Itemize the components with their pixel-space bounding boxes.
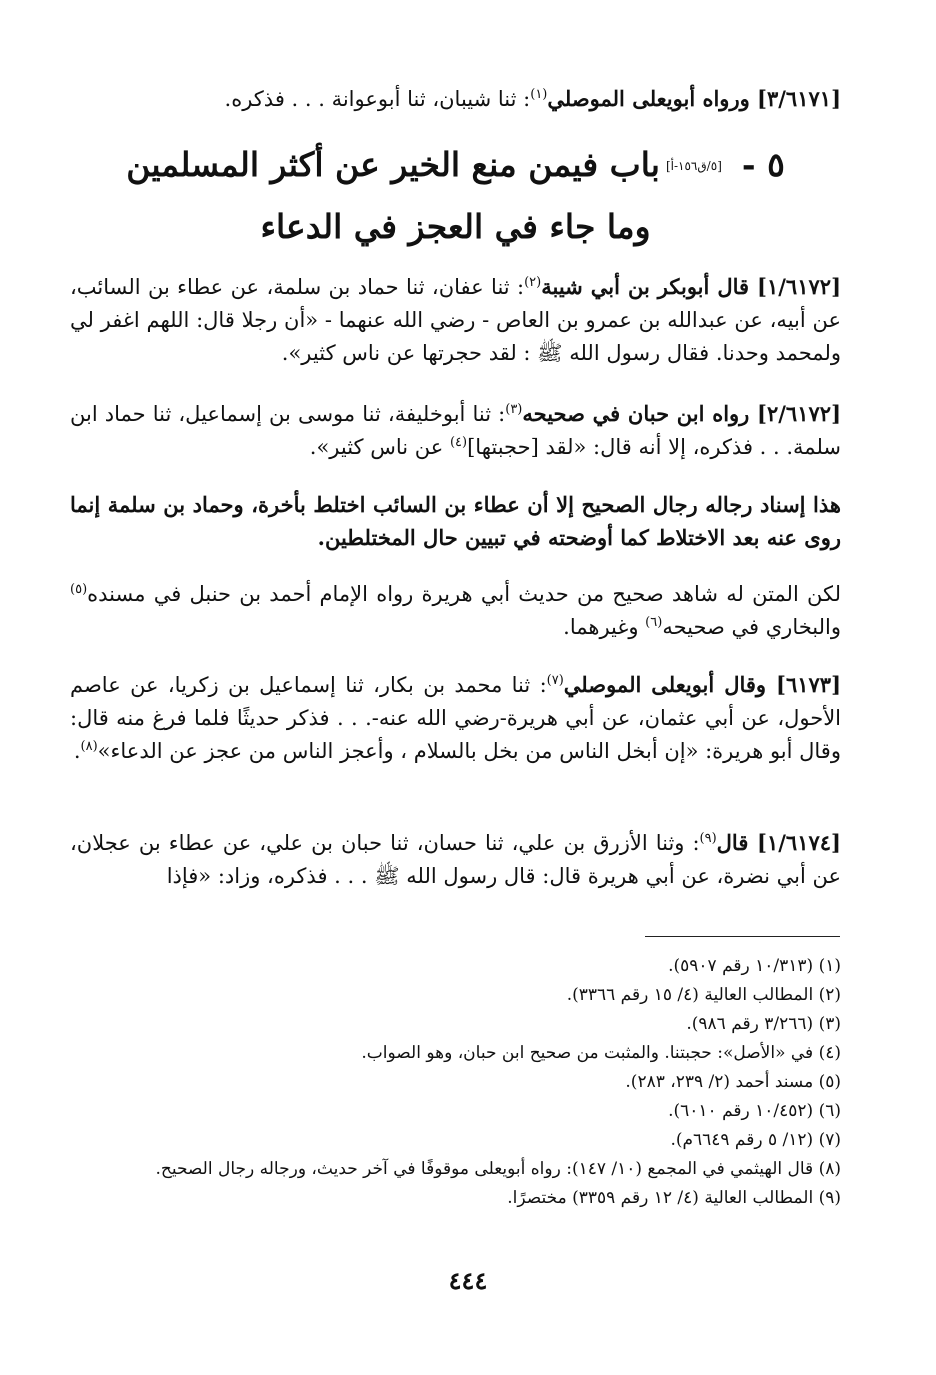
footnote-item: (١) (١٠/٣١٣ رقم ٥٩٠٧).: [668, 956, 841, 976]
page-number: ٤٤٤: [448, 1266, 488, 1295]
entry-text-end: .: [73, 739, 81, 763]
chapter-heading: [70, 142, 841, 189]
entry-lead: [١/٦١٧٤] قال: [716, 830, 841, 855]
footnote-item: (٥) مسند أحمد (٢/ ٢٣٩، ٢٨٣).: [625, 1072, 841, 1092]
witness-text: لكن المتن له شاهد صحيح من حديث أبي هريرة رواه الإمام أحمد بن حنبل في مسنده: [87, 582, 841, 606]
isnad-grading: [70, 488, 841, 554]
footnote-ref[interactable]: (٨): [80, 739, 98, 754]
entry-text: : ثنا عفان، ثنا حماد بن سلمة، عن عطاء بن السائب، عن أبيه، عن عبدالله بن عمرو بن العاص - رضي الله عنهما - «أن رجلا قال: اللهم اغفر لي ولمحمد وحدنا. فقال رسول الله ﷺ : لقد حجرتها عن ناس كثير».: [70, 275, 841, 365]
hadith-entry-6172-1: [70, 270, 841, 370]
entry-lead: [٢/٦١٧٢] رواه ابن حبان في صحيحه: [522, 401, 841, 426]
footnote-item: (٣) (٣/٢٦٦ رقم ٩٨٦).: [686, 1014, 841, 1034]
footnote-ref[interactable]: (٣): [505, 402, 523, 417]
witness-note: [70, 578, 841, 644]
footnote-ref[interactable]: (٦): [645, 615, 663, 630]
footnote-ref[interactable]: (١): [530, 87, 548, 102]
footnote-ref[interactable]: (٢): [524, 275, 542, 290]
chapter-title-line2: وما جاء في العجز في الدعاء: [260, 207, 651, 246]
hadith-entry-6171-3: [70, 82, 841, 116]
witness-text: والبخاري في صحيحه: [662, 615, 841, 639]
footnote-ref[interactable]: (٩): [699, 831, 717, 846]
footnote-divider: [645, 936, 840, 937]
entry-lead: [٣/٦١٧١] ورواه أبويعلى الموصلي: [547, 86, 841, 111]
folio-marker: [٥/ق١٥٦-أ]: [665, 159, 722, 173]
chapter-title-line1: باب فيمن منع الخير عن أكثر المسلمين: [126, 145, 660, 184]
footnote-item: (٨) قال الهيثمي في المجمع (١٠/ ١٤٧): رواه أبويعلى موقوفًا في آخر حديث، ورجاله رجال الصحيح.: [155, 1159, 841, 1179]
footnote-item: (٢) المطالب العالية (٤/ ١٥ رقم ٣٣٦٦).: [566, 985, 841, 1005]
entry-text-end: عن ناس كثير».: [309, 435, 450, 459]
footnote-ref[interactable]: (٧): [546, 673, 564, 688]
entry-text: : وثنا الأزرق بن علي، ثنا حسان، ثنا حبان بن علي، عن عطاء بن عجلان، عن أبي نضرة، عن أبي هريرة قال: قال رسول الله ﷺ . . . فذكره، وزاد: «فإذا: [70, 831, 841, 888]
hadith-entry-6174-1: [70, 826, 841, 893]
hadith-entry-6173: [70, 668, 841, 768]
footnote-ref[interactable]: (٥): [70, 582, 88, 597]
entry-text: : ثنا شيبان، ثنا أبوعوانة . . . فذكره.: [224, 87, 531, 111]
grading-text: هذا إسناد رجاله رجال الصحيح إلا أن عطاء بن السائب اختلط بأخرة، وحماد بن سلمة إنما روى عنه بعد الاختلاط كما أوضحته في تبيين حال المختلطين.: [70, 492, 841, 550]
chapter-subtitle: [70, 204, 841, 250]
footnotes-list: [70, 952, 841, 1213]
footnote-item: (٧) (١٢/ ٥ رقم ٦٦٤٩م).: [670, 1130, 841, 1150]
witness-text: وغيرهما.: [563, 615, 646, 639]
entry-text: : ثنا أبوخليفة، ثنا موسى بن إسماعيل، ثنا حماد ابن سلمة. . . فذكره، إلا أنه قال: «لقد [حجبتها]: [70, 402, 841, 459]
footnote-item: (٦) (١٠/٤٥٢ رقم ٦٠١٠).: [668, 1101, 841, 1121]
entry-lead: [١/٦١٧٢] قال أبوبكر بن أبي شيبة: [541, 274, 841, 299]
footnote-ref[interactable]: (٤): [449, 435, 468, 450]
chapter-number: ٥ -: [741, 145, 785, 184]
entry-lead: [٦١٧٣] وقال أبويعلى الموصلي: [563, 672, 841, 697]
footnote-item: (٩) المطالب العالية (٤/ ١٢ رقم ٣٣٥٩) مختصرًا.: [507, 1188, 841, 1208]
footnote-item: (٤) في «الأصل»: حجبتنا. والمثبت من صحيح ابن حبان، وهو الصواب.: [361, 1043, 841, 1063]
entry-text: : ثنا محمد بن بكار، ثنا إسماعيل بن زكريا، عن عاصم الأحول، عن أبي عثمان، عن أبي هريرة-رضي الله عنه-. . . فذكر حديثًا فلما فرغ منه قال: وقال أبو هريرة: «إن أبخل الناس من بخل بالسلام ، وأعجز الناس من عجز عن الدعاء»: [70, 673, 841, 763]
hadith-entry-6172-2: [70, 397, 841, 464]
